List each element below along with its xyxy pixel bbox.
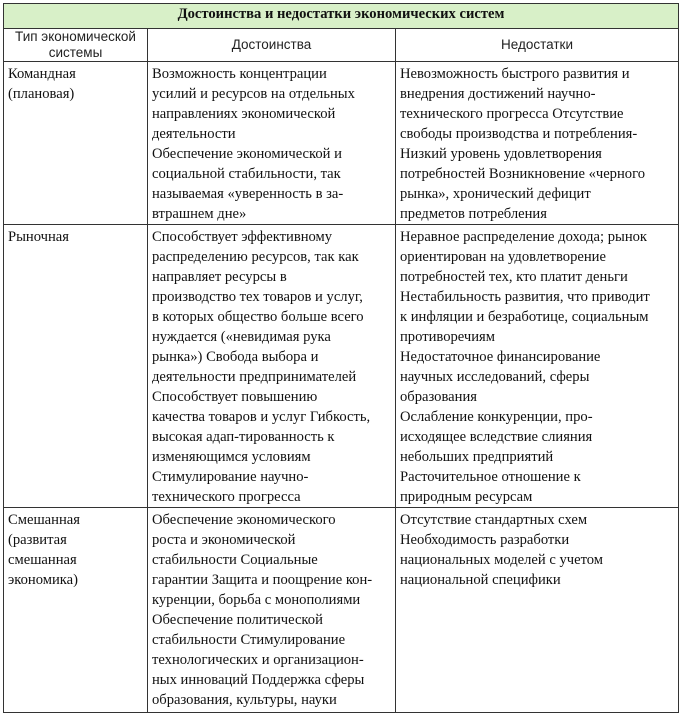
cell-text-line: социальной стабильности, так	[152, 166, 341, 182]
cell-text-line: называемая «уверенность в за-	[152, 186, 344, 202]
cell-text-line: к инфляции и безработице, социальным	[400, 309, 649, 325]
cell-text-line: технического прогресса	[152, 489, 301, 505]
cell-text-line: распределению ресурсов, так как	[152, 249, 359, 265]
cell-text-line: ориентирован на удовлетворение	[400, 249, 606, 265]
cell-text-line: производство тех товаров и услуг,	[152, 289, 363, 305]
cell-text-line: нуждается («невидимая рука	[152, 329, 331, 345]
cell-disadvantages	[396, 508, 679, 713]
cell-text-line: Ослабление конкуренции, про-	[400, 409, 593, 425]
cell-text-line: национальных моделей с учетом	[400, 552, 604, 568]
cell-text-line: свободы производства и потребления-	[400, 126, 638, 142]
cell-type	[4, 508, 148, 713]
cell-text-line: куренции, борьба с монополиями	[152, 592, 361, 608]
cell-text-line: деятельности предпринимателей	[152, 369, 357, 385]
cell-text-line: деятельности	[152, 126, 236, 142]
cell-text-line: образования	[400, 389, 477, 405]
cell-text-line: Обеспечение экономического	[152, 512, 336, 528]
cell-text-line: качества товаров и услуг Гибкость,	[152, 409, 371, 425]
cell-text-line: Невозможность быстрого развития и	[400, 66, 630, 82]
cell-text-line: Стимулирование научно-	[152, 469, 309, 485]
cell-text-line: Необходимость разработки	[400, 532, 570, 548]
cell-text-line: Рыночная	[8, 229, 69, 245]
cell-text-line: противоречиям	[400, 329, 495, 345]
cell-text-line: внедрения достижений научно-	[400, 86, 596, 102]
cell-text-line: Возможность концентрации	[152, 66, 327, 82]
cell-text-line: Расточительное отношение к	[400, 469, 581, 485]
cell-text-line: исходящее вследствие слияния	[400, 429, 593, 445]
cell-text-line: смешанная	[8, 552, 77, 568]
cell-disadvantages	[396, 225, 679, 508]
cell-type	[4, 62, 148, 225]
cell-text-line: небольших предприятий	[400, 449, 554, 465]
title-row	[4, 4, 679, 29]
cell-text-line: стабильности Стимулирование	[152, 632, 346, 648]
cell-advantages	[148, 508, 396, 713]
cell-text-line: технического прогресса Отсутствие	[400, 106, 624, 122]
cell-advantages	[148, 62, 396, 225]
header-advantages: Достоинства	[148, 29, 396, 62]
cell-text-line: Способствует повышению	[152, 389, 318, 405]
cell-type	[4, 225, 148, 508]
cell-advantages	[148, 225, 396, 508]
cell-text-line: Способствует эффективному	[152, 229, 333, 245]
header-disadvantages: Недостатки	[396, 29, 679, 62]
cell-text-line: (плановая)	[8, 86, 75, 102]
cell-text-line: Нестабильность развития, что приводит	[400, 289, 650, 305]
cell-text-line: усилий и ресурсов на отдельных	[152, 86, 355, 102]
table-row-market	[4, 225, 679, 508]
cell-text-line: технологических и организацион-	[152, 652, 364, 668]
table-title: Достоинства и недостатки экономических систем	[4, 4, 679, 29]
cell-text-line: изменяющимся условиям	[152, 449, 311, 465]
cell-text-line: Обеспечение политической	[152, 612, 323, 628]
cell-text-line: природным ресурсам	[400, 489, 533, 505]
cell-text-line: национальной специфики	[400, 572, 561, 588]
cell-text-line: экономика)	[8, 572, 78, 588]
cell-text-line: в которых общество больше всего	[152, 309, 364, 325]
cell-text-line: Обеспечение экономической и	[152, 146, 342, 162]
cell-text-line: рынка», хронический дефицит	[400, 186, 591, 202]
cell-text-line: Недостаточное финансирование	[400, 349, 601, 365]
cell-text-line: Командная	[8, 66, 76, 82]
cell-text-line: стабильности Социальные	[152, 552, 318, 568]
economic-systems-table	[3, 3, 679, 713]
cell-text-line: Низкий уровень удовлетворения	[400, 146, 602, 162]
cell-text-line: (развитая	[8, 532, 67, 548]
cell-text-line: предметов потребления	[400, 206, 547, 222]
cell-text-line: рынка») Свобода выбора и	[152, 349, 319, 365]
cell-text-line: направляет ресурсы в	[152, 269, 287, 285]
cell-text-line: втрашнем дне»	[152, 206, 247, 222]
cell-text-line: Неравное распределение дохода; рынок	[400, 229, 648, 245]
cell-text-line: потребностей тех, кто платит деньги	[400, 269, 628, 285]
cell-text-line: Смешанная	[8, 512, 80, 528]
cell-text-line: ных инноваций Поддержка сферы	[152, 672, 365, 688]
table-row-mixed	[4, 508, 679, 713]
cell-text-line: образования, культуры, науки	[152, 692, 337, 708]
cell-text-line: роста и экономической	[152, 532, 296, 548]
cell-disadvantages	[396, 62, 679, 225]
header-row	[4, 29, 679, 62]
cell-text-line: высокая адап-тированность к	[152, 429, 335, 445]
cell-text-line: направлениях экономической	[152, 106, 336, 122]
table-row-command	[4, 62, 679, 225]
header-type: Тип экономической системы	[4, 29, 148, 62]
cell-text-line: потребностей Возникновение «черного	[400, 166, 646, 182]
cell-text-line: научных исследований, сферы	[400, 369, 590, 385]
cell-text-line: гарантии Защита и поощрение кон-	[152, 572, 373, 588]
cell-text-line: Отсутствие стандартных схем	[400, 512, 588, 528]
